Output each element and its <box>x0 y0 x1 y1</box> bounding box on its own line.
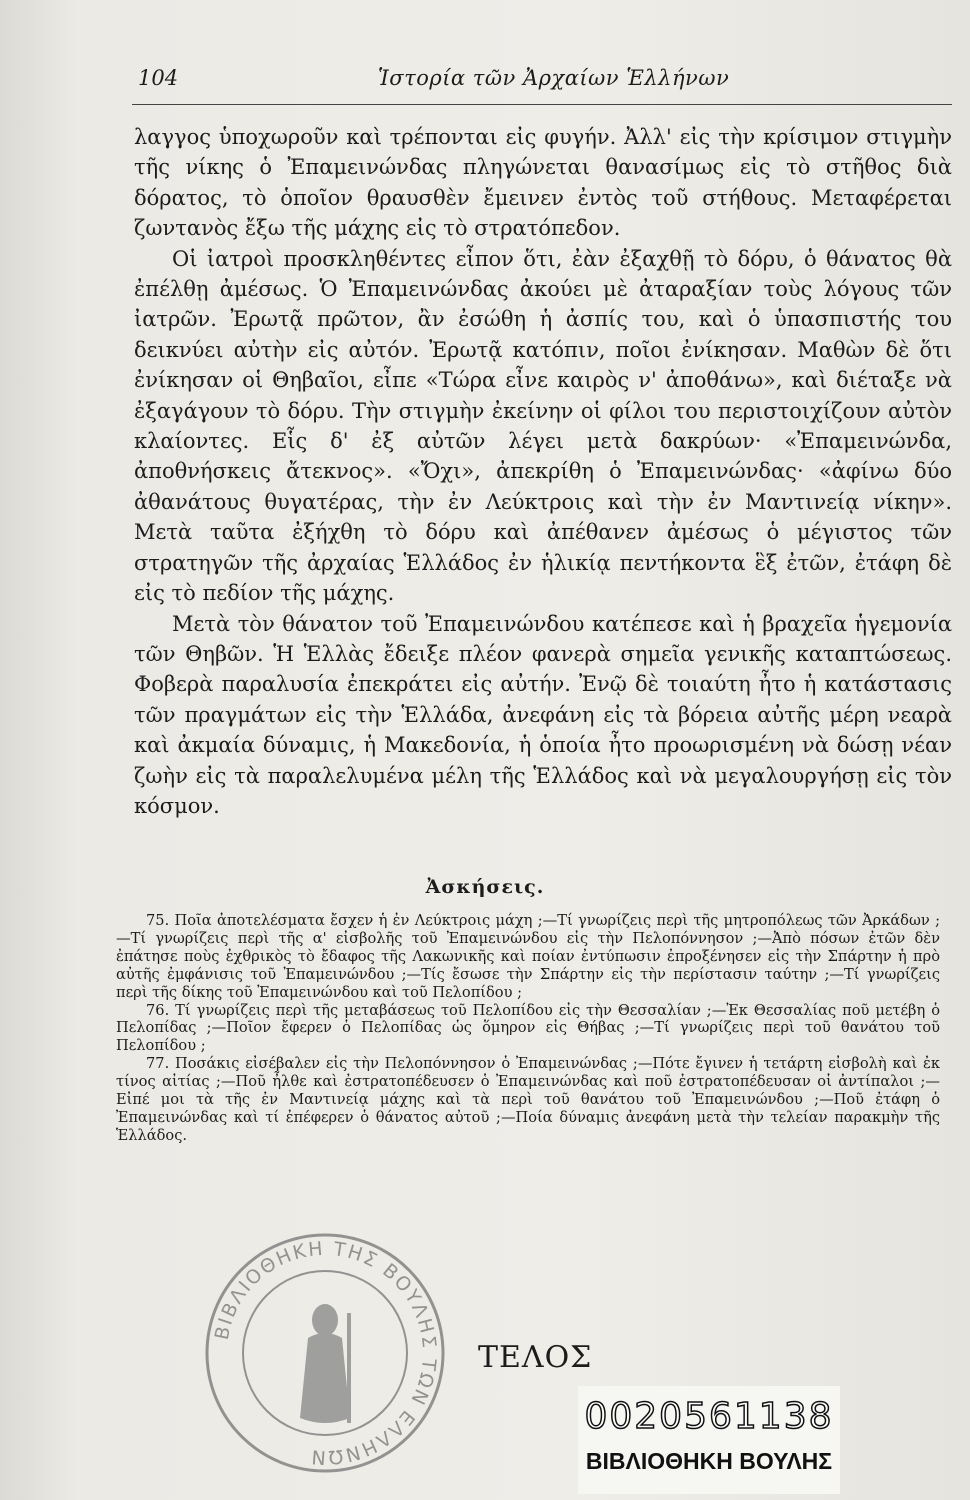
exercise-item: 75. Ποῖα ἀποτελέσματα ἔσχεν ἡ ἐν Λεύκτροις μάχη ;—Τί γνωρίζεις περὶ τῆς μητροπόλεως τῶν Ἀρκάδων ;—Τί γνωρίζεις περὶ τῆς α' εἰσβολῆς τοῦ Ἐπαμεινώνδου εἰς τὴν Πελοπόννησον ;—Ἀπὸ πόσων ἐτῶν δὲν ἐπάτησε ποὺς ἐχθρικὸς τὸ ἔδαφος τῆς Λακωνικῆς καὶ ποίαν ἐντύπωσιν ἐπροξένησεν εἰς τὴν Σπάρτην ἡ πρὸ αὐτῆς ἐμφάνισις τοῦ Ἐπαμεινώνδου ;—Τίς ἔσωσε τὴν Σπάρτην εἰς τὴν περίστασιν ταύτην ;—Τί γνωρίζεις περὶ τῆς δίκης τοῦ Ἐπαμεινώνδου καὶ τοῦ Πελοπίδου ; <box>116 912 940 1001</box>
exercises-heading: Ἀσκήσεις. <box>425 876 545 898</box>
page-number: 104 <box>138 66 179 90</box>
athena-figure <box>300 1304 351 1423</box>
paragraph: Μετὰ τὸν θάνατον τοῦ Ἐπαμεινώνδου κατέπεσε καὶ ἡ βραχεῖα ἡγεμονία τῶν Θηβῶν. Ἡ Ἑλλὰς ἔδειξε πλέον φανερὰ σημεῖα γενικῆς καταπτώσεως. Φοβερὰ παραλυσία ἐπεκράτει εἰς αὐτήν. Ἐνῷ δὲ τοιαύτη ἦτο ἡ κατάστασις τῶν πραγμάτων εἰς τὴν Ἑλλάδα, ἀνεφάνη εἰς τὰ βόρεια αὐτῆς μέρη νεαρὰ καὶ ἀκμαία δύναμις, ἡ Μακεδονία, ἡ ὁποία ἦτο προωρισμένη νὰ δώσῃ νέαν ζωὴν εἰς τὰ παραλελυμένα μέλη τῆς Ἑλλάδος καὶ νὰ μεγαλουργήσῃ εἰς τὸν κόσμον. <box>134 611 952 818</box>
exercise-item: 77. Ποσάκις εἰσέβαλεν εἰς τὴν Πελοπόννησον ὁ Ἐπαμεινώνδας ;—Πότε ἔγινεν ἡ τετάρτη εἰσβολὴ καὶ ἐκ τίνος αἰτίας ;—Ποῦ ἦλθε καὶ ἐστρατοπέδευσεν ὁ Ἐπαμεινώνδας καὶ ποῦ ἐστρατοπέδευσαν οἱ ἀντίπαλοι ;—Εἰπέ μοι τὰ τῆς ἐν Μαντινείᾳ μάχης καὶ τὰ περὶ τοῦ θανάτου τοῦ Ἐπαμεινώνδου ;—Ποῦ ἐτάφη ὁ Ἐπαμεινώνδας καὶ τί ἐπέφερεν ὁ θάνατος αὐτοῦ ;—Ποία δύναμις ἀνεφάνη μετὰ τὴν τελείαν παρακμὴν τῆς Ἑλλάδος. <box>116 1055 940 1144</box>
library-name: ΒΙΒΛΙΟΘΗΚΗ ΒΟΥΛΗΣ <box>585 1448 833 1474</box>
library-stamp <box>200 1228 450 1478</box>
paragraph: Οἱ ἰατροὶ προσκληθέντες εἶπον ὅτι, ἐὰν ἐξαχθῇ τὸ δόρυ, ὁ θάνατος θὰ ἐπέλθῃ ἀμέσως. Ὁ Ἐπαμεινώνδας ἀκούει μὲ ἀταραξίαν τοὺς λόγους τῶν ἰατρῶν. Ἐρωτᾷ πρῶτον, ἂν ἐσώθη ἡ ἀσπίς του, καὶ ὁ ὑπασπιστής του δεικνύει αὐτὴν εἰς αὐτόν. Ἐρωτᾷ κατόπιν, ποῖοι ἐνίκησαν. Μαθὼν δὲ ὅτι ἐνίκησαν οἱ Θηβαῖοι, εἶπε «Τώρα εἶνε καιρὸς ν' ἀποθάνω», καὶ διέταξε νὰ ἐξαγάγουν τὸ δόρυ. Τὴν στιγμὴν ἐκείνην οἱ φίλοι του περιστοιχίζουν αὐτὸν κλαίοντες. Εἷς δ' ἐξ αὐτῶν λέγει μετὰ δακρύων· «Ἐπαμεινώνδα, ἀποθνήσκεις ἄτεκνος». «Ὄχι», ἀπεκρίθη ὁ Ἐπαμεινώνδας· «ἀφίνω δύο ἀθανάτους θυγατέρας, τὴν ἐν Λεύκτροις καὶ τὴν ἐν Μαντινείᾳ νίκην». Μετὰ ταῦτα ἐξήχθη τὸ δόρυ καὶ ἀπέθανεν ἀμέσως ὁ μέγιστος τῶν στρατηγῶν τῆς ἀρχαίας Ἑλλάδος ἐν ἡλικίᾳ πεντήκοντα ἓξ ἐτῶν, ἐτάφη δὲ εἰς τὸ πεδίον τῆς μάχης. <box>134 246 952 606</box>
paragraph: λαγγος ὑποχωροῦν καὶ τρέπονται εἰς φυγήν. Ἀλλ' εἰς τὴν κρίσιμον στιγμὴν τῆς νίκης ὁ Ἐπαμεινώνδας πληγώνεται θανασίμως εἰς τὸ στῆθος διὰ δόρατος, τὸ ὁποῖον θραυσθὲν ἔμεινεν ἐντὸς τοῦ στήθους. Μεταφέρεται ζωντανὸς ἔξω τῆς μάχης εἰς τὸ στρατόπεδον. <box>134 125 952 241</box>
exercises-list <box>116 912 940 1145</box>
barcode-label <box>578 1386 840 1494</box>
barcode-number: 0020561138 <box>584 1396 834 1437</box>
header-rule <box>132 104 952 105</box>
stamp-text: ΒΙΒΛΙΟΘΗΚΗ ΤΗΣ ΒΟΥΛΗΣ ΤΩΝ ΕΛΛΗΝΩΝ <box>210 1237 441 1469</box>
main-text <box>134 122 952 821</box>
exercise-item: 76. Τί γνωρίζεις περὶ τῆς μεταβάσεως τοῦ Πελοπίδου εἰς τὴν Θεσσαλίαν ;—Ἐκ Θεσσαλίας ποῦ μετέβη ὁ Πελοπίδας ;—Ποῖον ἔφερεν ὁ Πελοπίδας ὡς ὅμηρον εἰς Θήβας ;—Τί γνωρίζεις περὶ τοῦ θανάτου τοῦ Πελοπίδου ; <box>116 1001 940 1055</box>
running-title: Ἱστορία τῶν Ἀρχαίων Ἑλλήνων <box>378 66 730 90</box>
page-header <box>0 58 970 98</box>
end-mark: ΤΕΛΟΣ <box>478 1340 593 1375</box>
